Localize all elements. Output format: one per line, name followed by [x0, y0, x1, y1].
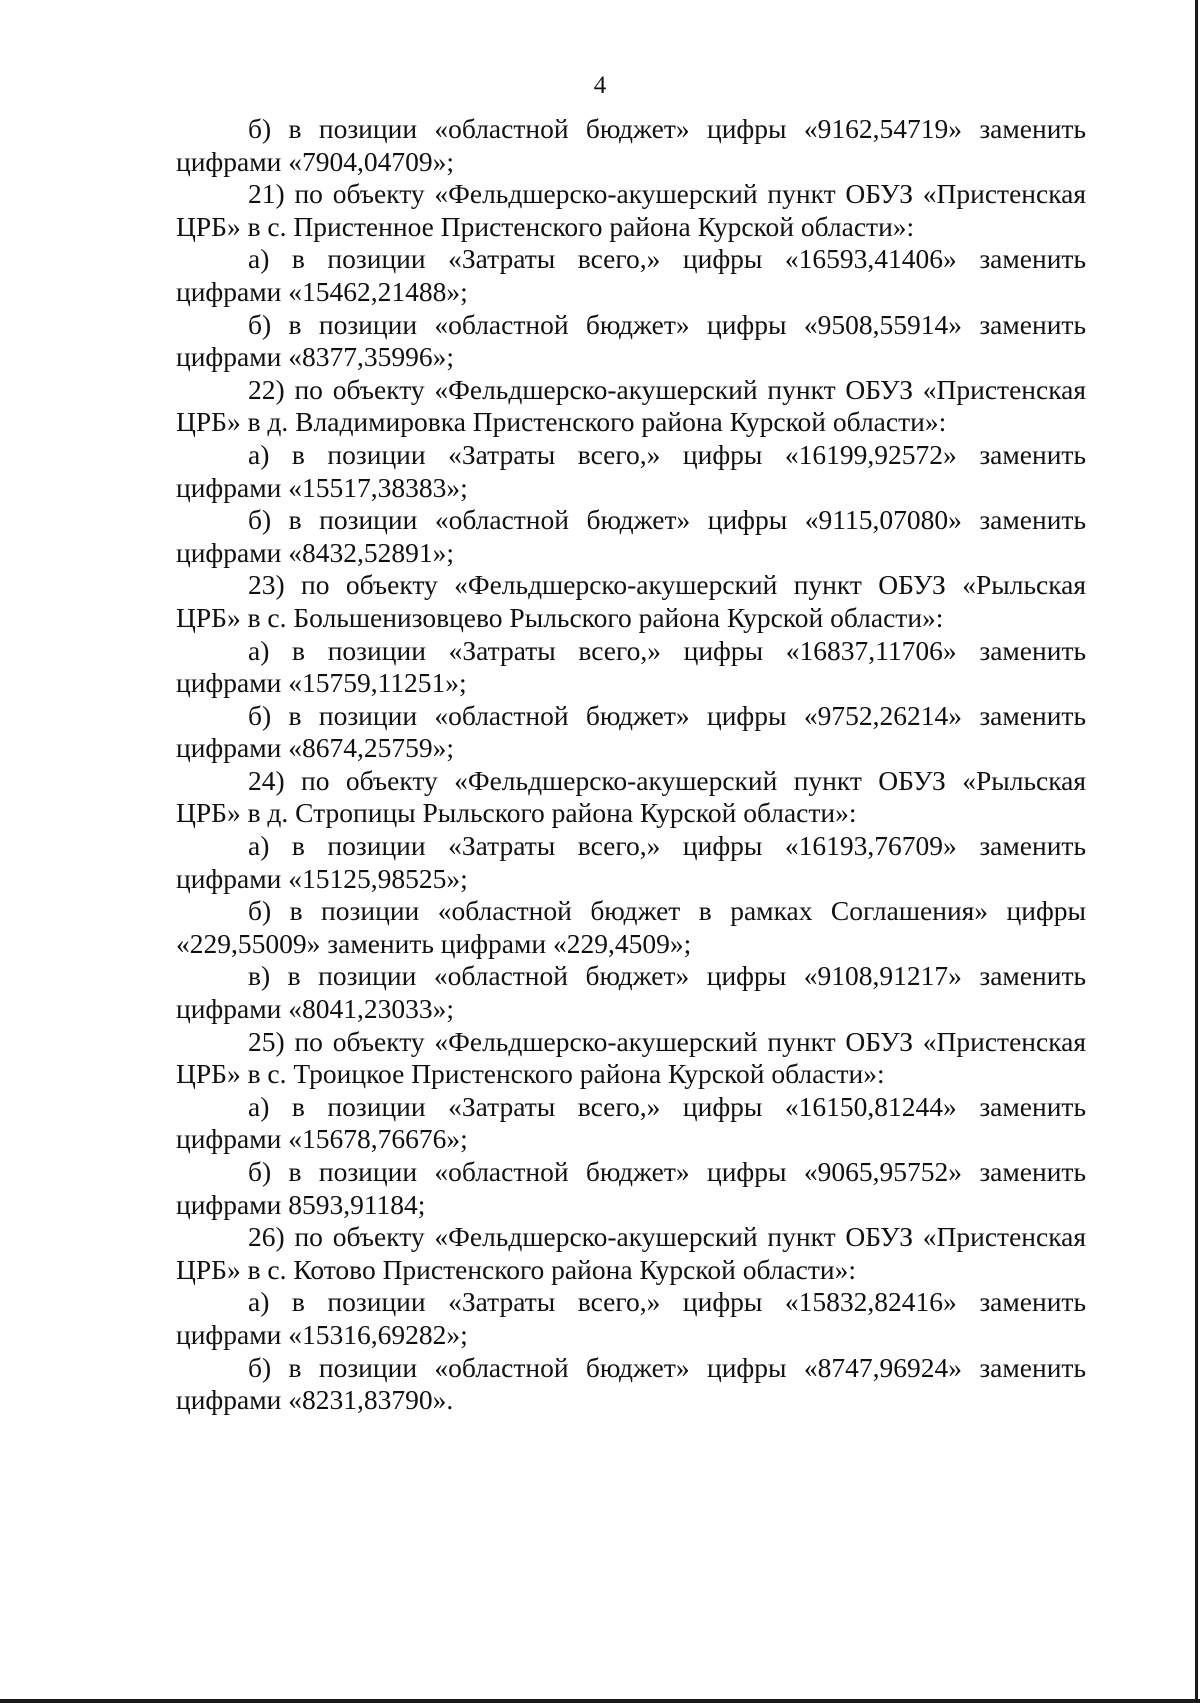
paragraph-item-26b: б) в позиции «областной бюджет» цифры «8747,96924» заменить цифрами «8231,83790».: [176, 1351, 1086, 1416]
paragraph-item-22a: а) в позиции «Затраты всего,» цифры «16199,92572» заменить цифрами «15517,38383»;: [176, 438, 1086, 503]
paragraph-item-21b: б) в позиции «областной бюджет» цифры «9508,55914» заменить цифрами «8377,35996»;: [176, 308, 1086, 373]
paragraph-object-23: 23) по объекту «Фельдшерско-акушерский пункт ОБУЗ «Рыльская ЦРБ» в с. Большенизовцево Рыльского района Курской области»:: [176, 569, 1086, 633]
paragraph-item-25b: б) в позиции «областной бюджет» цифры «9065,95752» заменить цифрами 8593,91184;: [176, 1156, 1086, 1220]
paragraph-object-26: 26) по объекту «Фельдшерско-акушерский пункт ОБУЗ «Пристенская ЦРБ» в с. Котово Пристенского района Курской области»:: [176, 1221, 1086, 1285]
paragraph-item-25a: а) в позиции «Затраты всего,» цифры «16150,81244» заменить цифрами «15678,76676»;: [176, 1090, 1086, 1155]
paragraph-item-24c: в) в позиции «областной бюджет» цифры «9108,91217» заменить цифрами «8041,23033»;: [176, 960, 1086, 1025]
paragraph-item-21a: а) в позиции «Затраты всего,» цифры «16593,41406» заменить цифрами «15462,21488»;: [176, 243, 1086, 307]
paragraph-item-23a: а) в позиции «Затраты всего,» цифры «16837,11706» заменить цифрами «15759,11251»;: [176, 634, 1086, 699]
paragraph-object-24: 24) по объекту «Фельдшерско-акушерский пункт ОБУЗ «Рыльская ЦРБ» в д. Стропицы Рыльского района Курской области»:: [176, 764, 1086, 829]
paragraph-object-25: 25) по объекту «Фельдшерско-акушерский пункт ОБУЗ «Пристенская ЦРБ» в с. Троицкое Пристенского района Курской области»:: [176, 1025, 1086, 1090]
paragraph-item-23b: б) в позиции «областной бюджет» цифры «9752,26214» заменить цифрами «8674,25759»;: [176, 699, 1086, 764]
paragraph-object-21: 21) по объекту «Фельдшерско-акушерский пункт ОБУЗ «Пристенская ЦРБ» в с. Пристенное Пристенского района Курской области»:: [176, 178, 1086, 242]
page-number: 4: [593, 72, 607, 99]
document-body: [176, 113, 1086, 1417]
paragraph-item-22b: б) в позиции «областной бюджет» цифры «9115,07080» заменить цифрами «8432,52891»;: [176, 504, 1086, 568]
scan-edge-bottom: [0, 1699, 1200, 1703]
scan-edge-right: [1195, 0, 1198, 1703]
paragraph-item-20b: б) в позиции «областной бюджет» цифры «9162,54719» заменить цифрами «7904,04709»;: [176, 113, 1086, 177]
paragraph-item-24a: а) в позиции «Затраты всего,» цифры «16193,76709» заменить цифрами «15125,98525»;: [176, 830, 1086, 894]
paragraph-item-26a: а) в позиции «Затраты всего,» цифры «15832,82416» заменить цифрами «15316,69282»;: [176, 1286, 1086, 1350]
paragraph-object-22: 22) по объекту «Фельдшерско-акушерский пункт ОБУЗ «Пристенская ЦРБ» в д. Владимировка Пристенского района Курской области»:: [176, 373, 1086, 438]
paragraph-item-24b: б) в позиции «областной бюджет в рамках Соглашения» цифры «229,55009» заменить цифрами «229,4509»;: [176, 895, 1086, 959]
